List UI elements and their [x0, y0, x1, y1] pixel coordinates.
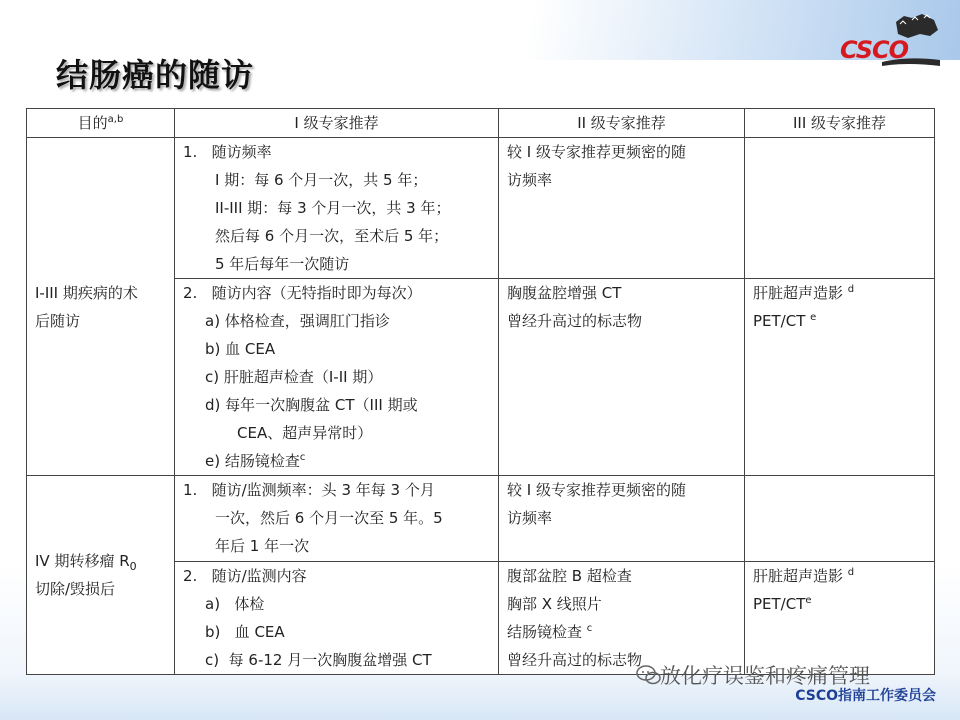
header-level-3: III 级专家推荐	[745, 109, 935, 138]
watermark-text: 放化疗误鉴和疼痛管理	[660, 664, 870, 688]
level-1-cell: 2. 随访/监测内容 a) 体检 b) 血 CEA c) 每 6-12 月一次胸腹盆增强 CT	[175, 562, 499, 675]
follow-up-table	[26, 108, 935, 675]
level-1-cell: 1. 随访频率 I 期：每 6 个月一次，共 5 年； II-III 期：每 3 个月一次，共 3 年； 然后每 6 个月一次，至术后 5 年； 5 年后每年一次随访	[175, 138, 499, 279]
table-row	[27, 476, 935, 562]
header-purpose: 目的$^{a,b}$	[27, 109, 175, 138]
level-2-cell: 较 I 级专家推荐更频密的随 访频率	[499, 138, 745, 279]
header-level-1: I 级专家推荐	[175, 109, 499, 138]
level-2-cell: 较 I 级专家推荐更频密的随 访频率	[499, 476, 745, 562]
footer-committee: CSCO指南工作委员会	[795, 688, 936, 704]
slide-title: 结肠癌的随访	[56, 56, 255, 94]
level-3-cell: 肝脏超声造影 $^d$ PET/$CT^e$	[745, 562, 935, 675]
purpose-cell-stage-1-3: I-III 期疾病的术 后随访	[27, 138, 175, 476]
table-row	[27, 138, 935, 279]
level-2-cell: 胸腹盆腔增强 CT 曾经升高过的标志物	[499, 279, 745, 476]
wechat-icon	[636, 664, 662, 686]
level-2-cell: 腹部盆腔 B 超检查 胸部 X 线照片 结肠镜检查 $^c$ 曾经升高过的标志物	[499, 562, 745, 675]
csco-logo-text: CSCO	[839, 36, 908, 64]
purpose-cell-stage-4: IV 期转移瘤 $R_0$ 切除/毁损后	[27, 476, 175, 675]
level-3-cell: 肝脏超声造影 $^d$ PET/CT $^e$	[745, 279, 935, 476]
level-3-cell	[745, 476, 935, 562]
level-1-cell: 1. 随访/监测频率：头 3 年每 3 个月 一次，然后 6 个月一次至 5 年。5 年后 1 年一次	[175, 476, 499, 562]
header-level-2: II 级专家推荐	[499, 109, 745, 138]
level-1-cell: 2. 随访内容（无特指时即为每次） a) 体格检查，强调肛门指诊 b) 血 CEA c) 肝脏超声检查（I-II 期） d) 每年一次胸腹盆 CT（III 期或 CEA、超声异常时） e) 结肠镜检查$^c$	[175, 279, 499, 476]
level-3-cell	[745, 138, 935, 279]
table-header-row	[27, 109, 935, 138]
